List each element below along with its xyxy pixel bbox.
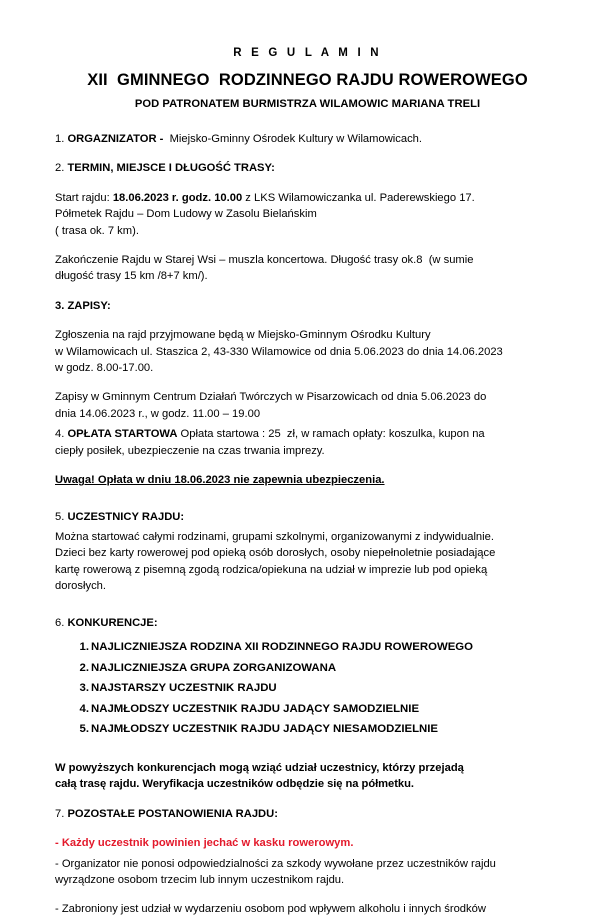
section-7-helmet-rule: - Każdy uczestnik powinien jechać w kasku rowerowym.	[55, 837, 354, 850]
section-5-number: 5.	[55, 510, 68, 523]
list-item	[55, 719, 560, 740]
section-7-heading: POZOSTAŁE POSTANOWIENIA RAJDU:	[67, 807, 278, 820]
section-7-alcohol-rule-line-1: - Zabroniony jest udział w wydarzeniu osobom pod wpływem alkoholu i innych środków	[55, 903, 486, 916]
section-5-line-1: Można startować całymi rodzinami, grupami szkolnymi, organizowanymi z indywidualnie.	[55, 530, 494, 543]
list-item-label: NAJSTARSZY UCZESTNIK RAJDU	[91, 682, 277, 695]
section-3-heading-line	[55, 298, 560, 314]
section-2-halfway-line: Półmetek Rajdu – Dom Ludowy w Zasolu Bielańskim	[55, 208, 317, 221]
section-1-number: 1.	[55, 133, 68, 145]
list-item	[55, 699, 560, 720]
section-2-heading-line	[55, 160, 560, 176]
list-item-number: 3 .	[71, 678, 89, 699]
section-5-line-2: Dzieci bez karty rowerowej pod opieką osób dorosłych, osoby niepełnoletnie posiadające	[55, 547, 496, 560]
section-4-fee-text: Opłata startowa : 25 zł, w ramach opłaty: koszulka, kupon na	[177, 428, 485, 441]
list-item-number: 5 .	[71, 719, 89, 740]
section-2-heading: TERMIN, MIEJSCE I DŁUGOŚĆ TRASY:	[67, 162, 275, 175]
section-2-start-prefix: Start rajdu:	[55, 191, 113, 204]
section-3-paragraph-1-line-3: w godz. 8.00-17.00.	[55, 362, 154, 375]
competition-list	[55, 637, 560, 740]
title-block	[55, 46, 560, 111]
section-2-number: 2.	[55, 162, 68, 175]
list-item-number: 2 .	[71, 658, 89, 679]
section-7-liability-rule-line-2: wyrządzone osobom trzecim lub innym uczestnikom rajdu.	[55, 873, 345, 886]
section-4-fee-line-1	[55, 426, 560, 442]
document-kind-heading: R E G U L A M I N	[233, 47, 382, 59]
list-item-label: NAJLICZNIEJSZA GRUPA ZORGANIZOWANA	[91, 661, 337, 674]
list-item	[55, 658, 560, 679]
document-main-title: XII GMINNEGO RODZINNEGO RAJDU ROWEROWEGO	[87, 71, 528, 89]
document-patron-subtitle: POD PATRONATEM BURMISTRZA WILAMOWIC MARIANA TRELI	[134, 98, 481, 110]
list-item-label: NAJMŁODSZY UCZESTNIK RAJDU JADĄCY SAMODZIELNIE	[91, 702, 420, 715]
section-5-line-4: dorosłych.	[55, 580, 106, 593]
section-1-heading: ORGAZNIZATOR -	[67, 133, 167, 145]
list-item	[55, 678, 560, 699]
section-6-heading: KONKURENCJE:	[67, 616, 158, 629]
list-item-label: NAJLICZNIEJSZA RODZINA XII RODZINNEGO RAJDU ROWEROWEGO	[91, 640, 474, 653]
list-item	[55, 637, 560, 658]
section-2-finish-line-1: Zakończenie Rajdu w Starej Wsi – muszla koncertowa. Długość trasy ok.8 (w sumie	[55, 254, 474, 267]
section-7-liability-rule-line-1: - Organizator nie ponosi odpowiedzialności za szkody wywołane przez uczestników rajdu	[55, 857, 496, 870]
section-3-paragraph-1-line-1: Zgłoszenia na rajd przyjmowane będą w Miejsko-Gminnym Ośrodku Kultury	[55, 329, 431, 342]
section-2-finish-line-2: długość trasy 15 km /8+7 km/).	[55, 270, 208, 283]
section-5-line-3: kartę rowerową z pisemną zgodą rodzica/opiekuna na udział w imprezie lub pod opieką	[55, 563, 488, 576]
section-2-start-suffix: z LKS Wilamowiczanka ul. Paderewskiego 17.	[242, 191, 475, 204]
section-6-note-line-2: całą trasę rajdu. Weryfikacja uczestników odbędzie się na półmetku.	[55, 778, 414, 791]
section-5-heading: UCZESTNICY RAJDU:	[67, 510, 185, 523]
section-7-heading-line	[55, 806, 560, 822]
section-7-number: 7.	[55, 807, 68, 820]
section-4-heading: OPŁATA STARTOWA	[67, 428, 178, 441]
section-3-heading: ZAPISY:	[67, 299, 111, 312]
section-3-paragraph-2-line-2: dnia 14.06.2023 r., w godz. 11.00 – 19.00	[55, 407, 261, 420]
section-2-route-length-line: ( trasa ok. 7 km).	[55, 224, 139, 237]
section-2-start-datetime: 18.06.2023 r. godz. 10.00	[112, 191, 243, 204]
section-3-number: 3.	[55, 299, 68, 312]
section-4-insurance-warning: Uwaga! Opłata w dniu 18.06.2023 nie zapewnia ubezpieczenia.	[55, 474, 385, 487]
section-3-paragraph-2-line-1: Zapisy w Gminnym Centrum Działań Twórczych w Pisarzowicach od dnia 5.06.2023 do	[55, 391, 487, 404]
section-2-start-line	[55, 190, 560, 206]
section-1-text: Miejsko-Gminny Ośrodek Kultury w Wilamowicach.	[166, 133, 422, 145]
list-item-number: 4 .	[71, 699, 89, 720]
section-6-number: 6.	[55, 616, 68, 629]
section-6-heading-line	[55, 615, 560, 631]
list-item-label: NAJMŁODSZY UCZESTNIK RAJDU JADĄCY NIESAMODZIELNIE	[91, 723, 439, 736]
section-4-number: 4.	[55, 428, 68, 441]
section-6-note-line-1: W powyższych konkurencjach mogą wziąć udział uczestnicy, którzy przejadą	[55, 761, 464, 774]
section-5-heading-line	[55, 509, 560, 525]
list-item-number: 1 .	[71, 637, 89, 658]
section-1-organizator	[55, 131, 560, 147]
section-3-paragraph-1-line-2: w Wilamowicach ul. Staszica 2, 43-330 Wilamowice od dnia 5.06.2023 do dnia 14.06.2023	[55, 345, 503, 358]
section-4-fee-line-2: ciepły posiłek, ubezpieczenie na czas trwania imprezy.	[55, 444, 325, 457]
